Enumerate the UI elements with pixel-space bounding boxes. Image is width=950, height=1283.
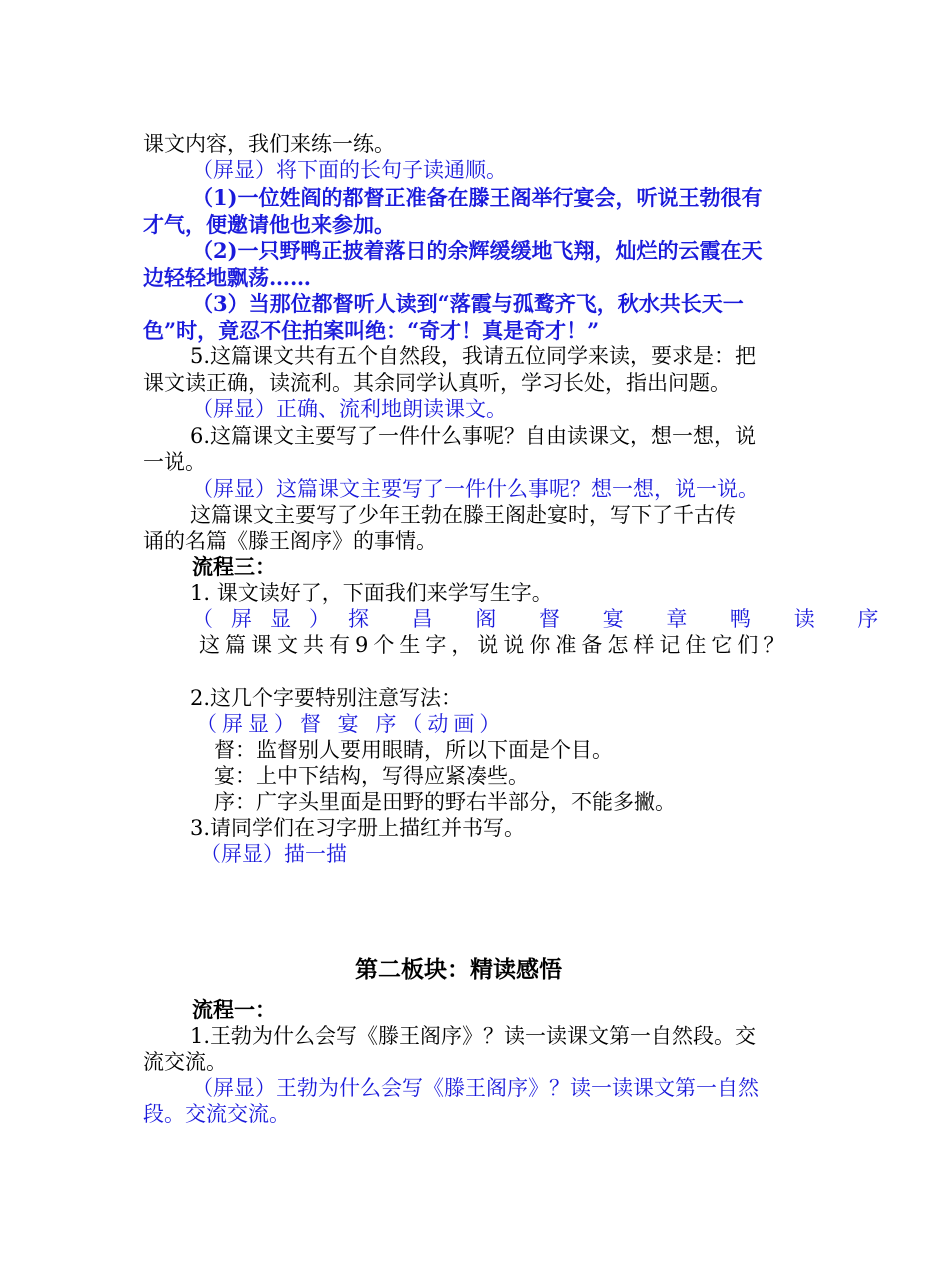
screen-prompt: （屏显）督 宴 序（动画）: [196, 712, 506, 736]
text-line: 6.这篇课文主要写了一件什么事呢？自由读课文，想一想，说: [190, 424, 757, 448]
practice-sentence: （3）当那位都督听人读到“落霞与孤鹜齐飞，秋水共长天一: [192, 291, 744, 316]
section-heading: 流程一：: [192, 998, 276, 1022]
text-line: 这篇课文主要写了少年王勃在滕王阁赴宴时，写下了千古传: [190, 503, 736, 527]
practice-sentence: 边轻轻地飘荡……: [143, 265, 311, 290]
screen-prompt: 段。交流交流。: [143, 1102, 290, 1126]
text-line: 3.请同学们在习字册上描红并书写。: [190, 816, 526, 840]
section-title: 第二板块：精读感悟: [355, 957, 562, 983]
text-line: 1. 课文读好了，下面我们来学写生字。: [190, 581, 553, 605]
practice-sentence: 才气，便邀请他也来参加。: [143, 212, 395, 237]
screen-prompt: （屏显）将下面的长句子读通顺。: [192, 158, 507, 182]
text-line: 这篇课文共有9个生字，说说你准备怎样记住它们？: [199, 633, 790, 657]
text-line: 1.王勃为什么会写《滕王阁序》？读一读课文第一自然段。交: [190, 1024, 757, 1048]
text-line: 一说。: [143, 450, 206, 474]
text-line: 课文读正确，读流利。其余同学认真听，学习长处，指出问题。: [143, 371, 731, 395]
text-line: 课文内容，我们来练一练。: [143, 132, 395, 156]
text-line: 督：监督别人要用眼睛，所以下面是个目。: [214, 738, 613, 762]
practice-sentence: （1)一位姓阎的都督正准备在滕王阁举行宴会，听说王勃很有: [192, 185, 763, 210]
text-line: 2.这几个字要特别注意写法：: [190, 686, 463, 710]
screen-prompt: （屏显）正确、流利地朗读课文。: [192, 397, 507, 421]
screen-prompt: （屏显）这篇课文主要写了一件什么事呢？想一想，说一说。: [192, 477, 759, 501]
practice-sentence: 色”时，竟忍不住拍案叫绝：“奇才！真是奇才！”: [143, 318, 600, 343]
practice-sentence: （2)一只野鸭正披着落日的余辉缓缓地飞翔，灿烂的云霞在天: [192, 238, 763, 263]
text-line: 5.这篇课文共有五个自然段，我请五位同学来读，要求是：把: [190, 344, 757, 368]
screen-prompt: （屏显）描一描: [200, 842, 347, 866]
text-line: 诵的名篇《滕王阁序》的事情。: [143, 529, 437, 553]
text-line: 宴：上中下结构，写得应紧凑些。: [214, 764, 529, 788]
section-heading: 流程三：: [192, 555, 276, 579]
screen-prompt: （屏显）探 昌 阁 督 宴 章 鸭 读 序: [192, 607, 897, 631]
screen-prompt: （屏显）王勃为什么会写《滕王阁序》？读一读课文第一自然: [192, 1076, 759, 1100]
text-line: 流交流。: [143, 1050, 227, 1074]
text-line: 序：广字头里面是田野的野右半部分，不能多撇。: [214, 790, 676, 814]
